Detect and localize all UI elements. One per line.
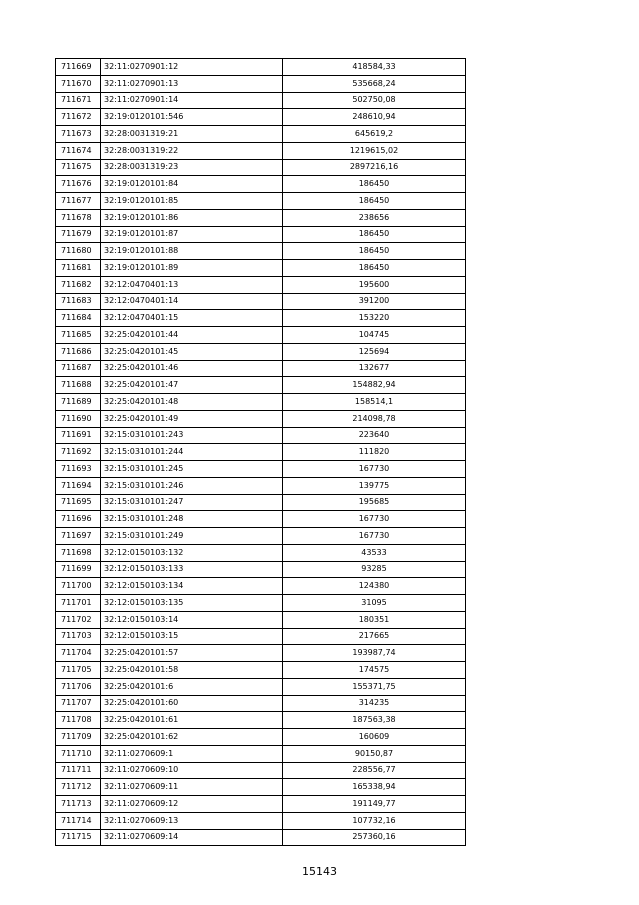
table-row — [56, 142, 466, 159]
row-id-cell: 711713 — [56, 796, 101, 813]
row-id-cell: 711692 — [56, 444, 101, 461]
row-id-cell: 711678 — [56, 209, 101, 226]
cadastral-number-cell: 32:25:0420101:61 — [101, 712, 283, 729]
cadastral-value-cell: 214098,78 — [283, 410, 466, 427]
row-id-cell: 711676 — [56, 176, 101, 193]
cadastral-number-cell: 32:25:0420101:46 — [101, 360, 283, 377]
table-row — [56, 611, 466, 628]
cadastral-value-cell: 191149,77 — [283, 796, 466, 813]
row-id-cell: 711690 — [56, 410, 101, 427]
cadastral-number-cell: 32:15:0310101:249 — [101, 528, 283, 545]
cadastral-number-cell: 32:11:0270901:13 — [101, 75, 283, 92]
table-row — [56, 461, 466, 478]
row-id-cell: 711688 — [56, 377, 101, 394]
cadastral-number-cell: 32:15:0310101:246 — [101, 477, 283, 494]
cadastral-value-cell: 223640 — [283, 427, 466, 444]
cadastral-value-cell: 314235 — [283, 695, 466, 712]
cadastral-value-cell: 2897216,16 — [283, 159, 466, 176]
cadastral-value-cell: 90150,87 — [283, 745, 466, 762]
cadastral-number-cell: 32:25:0420101:49 — [101, 410, 283, 427]
table-row — [56, 394, 466, 411]
table-row — [56, 126, 466, 143]
cadastral-number-cell: 32:15:0310101:248 — [101, 511, 283, 528]
table-row — [56, 444, 466, 461]
cadastral-value-cell: 165338,94 — [283, 779, 466, 796]
cadastral-value-cell: 248610,94 — [283, 109, 466, 126]
cadastral-value-cell: 238656 — [283, 209, 466, 226]
table-row — [56, 427, 466, 444]
row-id-cell: 711679 — [56, 226, 101, 243]
cadastral-number-cell: 32:28:0031319:21 — [101, 126, 283, 143]
row-id-cell: 711671 — [56, 92, 101, 109]
cadastral-value-cell: 1219615,02 — [283, 142, 466, 159]
table-row — [56, 293, 466, 310]
cadastral-value-cell: 257360,16 — [283, 829, 466, 846]
row-id-cell: 711686 — [56, 343, 101, 360]
cadastral-value-cell: 193987,74 — [283, 645, 466, 662]
table-row — [56, 528, 466, 545]
table-row — [56, 59, 466, 76]
row-id-cell: 711700 — [56, 578, 101, 595]
cadastral-value-cell: 186450 — [283, 193, 466, 210]
cadastral-number-cell: 32:28:0031319:23 — [101, 159, 283, 176]
row-id-cell: 711703 — [56, 628, 101, 645]
cadastral-number-cell: 32:11:0270609:14 — [101, 829, 283, 846]
cadastral-value-cell: 186450 — [283, 243, 466, 260]
table-row — [56, 745, 466, 762]
table-row — [56, 645, 466, 662]
table-row — [56, 678, 466, 695]
cadastral-number-cell: 32:19:0120101:84 — [101, 176, 283, 193]
cadastral-value-cell: 186450 — [283, 176, 466, 193]
cadastral-value-cell: 645619,2 — [283, 126, 466, 143]
cadastral-value-cell: 391200 — [283, 293, 466, 310]
table-row — [56, 243, 466, 260]
table-row — [56, 92, 466, 109]
table-row — [56, 544, 466, 561]
cadastral-value-cell: 174575 — [283, 662, 466, 679]
row-id-cell: 711685 — [56, 327, 101, 344]
table-row — [56, 310, 466, 327]
cadastral-value-cell: 186450 — [283, 260, 466, 277]
cadastral-number-cell: 32:25:0420101:60 — [101, 695, 283, 712]
row-id-cell: 711684 — [56, 310, 101, 327]
row-id-cell: 711706 — [56, 678, 101, 695]
cadastral-number-cell: 32:11:0270609:10 — [101, 762, 283, 779]
page-number: 15143 — [302, 865, 337, 878]
table-row — [56, 762, 466, 779]
row-id-cell: 711712 — [56, 779, 101, 796]
row-id-cell: 711699 — [56, 561, 101, 578]
table-row — [56, 779, 466, 796]
row-id-cell: 711681 — [56, 260, 101, 277]
cadastral-number-cell: 32:25:0420101:62 — [101, 729, 283, 746]
table-row — [56, 494, 466, 511]
cadastral-number-cell: 32:25:0420101:44 — [101, 327, 283, 344]
table-row — [56, 109, 466, 126]
cadastral-number-cell: 32:11:0270609:12 — [101, 796, 283, 813]
row-id-cell: 711683 — [56, 293, 101, 310]
cadastral-number-cell: 32:15:0310101:247 — [101, 494, 283, 511]
row-id-cell: 711674 — [56, 142, 101, 159]
table-row — [56, 410, 466, 427]
cadastral-number-cell: 32:11:0270609:13 — [101, 812, 283, 829]
row-id-cell: 711677 — [56, 193, 101, 210]
cadastral-number-cell: 32:15:0310101:243 — [101, 427, 283, 444]
cadastral-number-cell: 32:15:0310101:245 — [101, 461, 283, 478]
row-id-cell: 711680 — [56, 243, 101, 260]
cadastral-value-cell: 155371,75 — [283, 678, 466, 695]
cadastral-value-cell: 535668,24 — [283, 75, 466, 92]
cadastral-number-cell: 32:25:0420101:45 — [101, 343, 283, 360]
row-id-cell: 711710 — [56, 745, 101, 762]
row-id-cell: 711704 — [56, 645, 101, 662]
cadastral-value-cell: 43533 — [283, 544, 466, 561]
cadastral-value-cell: 228556,77 — [283, 762, 466, 779]
table-body — [56, 59, 466, 846]
row-id-cell: 711670 — [56, 75, 101, 92]
row-id-cell: 711675 — [56, 159, 101, 176]
cadastral-number-cell: 32:25:0420101:48 — [101, 394, 283, 411]
table-row — [56, 276, 466, 293]
row-id-cell: 711672 — [56, 109, 101, 126]
cadastral-value-cell: 154882,94 — [283, 377, 466, 394]
row-id-cell: 711696 — [56, 511, 101, 528]
cadastral-number-cell: 32:12:0150103:133 — [101, 561, 283, 578]
cadastral-number-cell: 32:12:0470401:13 — [101, 276, 283, 293]
table-row — [56, 209, 466, 226]
row-id-cell: 711715 — [56, 829, 101, 846]
cadastral-number-cell: 32:11:0270901:12 — [101, 59, 283, 76]
cadastral-value-cell: 180351 — [283, 611, 466, 628]
table-row — [56, 695, 466, 712]
row-id-cell: 711714 — [56, 812, 101, 829]
cadastral-number-cell: 32:11:0270609:11 — [101, 779, 283, 796]
cadastral-number-cell: 32:19:0120101:89 — [101, 260, 283, 277]
cadastral-number-cell: 32:19:0120101:88 — [101, 243, 283, 260]
table-row — [56, 829, 466, 846]
cadastral-value-cell: 195600 — [283, 276, 466, 293]
row-id-cell: 711687 — [56, 360, 101, 377]
cadastral-value-table — [55, 58, 466, 846]
cadastral-value-cell: 104745 — [283, 327, 466, 344]
cadastral-number-cell: 32:12:0150103:135 — [101, 595, 283, 612]
cadastral-value-cell: 139775 — [283, 477, 466, 494]
cadastral-number-cell: 32:12:0470401:14 — [101, 293, 283, 310]
table-row — [56, 561, 466, 578]
cadastral-number-cell: 32:11:0270901:14 — [101, 92, 283, 109]
cadastral-number-cell: 32:19:0120101:86 — [101, 209, 283, 226]
cadastral-value-cell: 153220 — [283, 310, 466, 327]
row-id-cell: 711705 — [56, 662, 101, 679]
row-id-cell: 711711 — [56, 762, 101, 779]
table-row — [56, 796, 466, 813]
cadastral-value-cell: 186450 — [283, 226, 466, 243]
row-id-cell: 711698 — [56, 544, 101, 561]
table-row — [56, 75, 466, 92]
cadastral-number-cell: 32:12:0150103:15 — [101, 628, 283, 645]
table-row — [56, 226, 466, 243]
row-id-cell: 711673 — [56, 126, 101, 143]
cadastral-value-cell: 160609 — [283, 729, 466, 746]
table-row — [56, 377, 466, 394]
table-row — [56, 578, 466, 595]
row-id-cell: 711669 — [56, 59, 101, 76]
row-id-cell: 711697 — [56, 528, 101, 545]
cadastral-value-cell: 132677 — [283, 360, 466, 377]
table-row — [56, 812, 466, 829]
cadastral-value-cell: 31095 — [283, 595, 466, 612]
row-id-cell: 711691 — [56, 427, 101, 444]
cadastral-value-cell: 217665 — [283, 628, 466, 645]
row-id-cell: 711682 — [56, 276, 101, 293]
row-id-cell: 711695 — [56, 494, 101, 511]
cadastral-number-cell: 32:19:0120101:546 — [101, 109, 283, 126]
table-row — [56, 712, 466, 729]
cadastral-number-cell: 32:19:0120101:85 — [101, 193, 283, 210]
table-row — [56, 327, 466, 344]
cadastral-value-cell: 158514,1 — [283, 394, 466, 411]
cadastral-number-cell: 32:25:0420101:57 — [101, 645, 283, 662]
cadastral-number-cell: 32:25:0420101:47 — [101, 377, 283, 394]
row-id-cell: 711702 — [56, 611, 101, 628]
row-id-cell: 711701 — [56, 595, 101, 612]
cadastral-value-cell: 187563,38 — [283, 712, 466, 729]
table-row — [56, 628, 466, 645]
table-row — [56, 477, 466, 494]
cadastral-value-cell: 107732,16 — [283, 812, 466, 829]
cadastral-number-cell: 32:25:0420101:58 — [101, 662, 283, 679]
table-row — [56, 260, 466, 277]
cadastral-value-cell: 124380 — [283, 578, 466, 595]
cadastral-value-cell: 93285 — [283, 561, 466, 578]
cadastral-number-cell: 32:12:0470401:15 — [101, 310, 283, 327]
table-row — [56, 595, 466, 612]
cadastral-number-cell: 32:19:0120101:87 — [101, 226, 283, 243]
row-id-cell: 711707 — [56, 695, 101, 712]
cadastral-value-cell: 502750,08 — [283, 92, 466, 109]
row-id-cell: 711709 — [56, 729, 101, 746]
cadastral-value-cell: 167730 — [283, 528, 466, 545]
cadastral-number-cell: 32:12:0150103:14 — [101, 611, 283, 628]
cadastral-value-cell: 125694 — [283, 343, 466, 360]
cadastral-value-cell: 195685 — [283, 494, 466, 511]
table-row — [56, 729, 466, 746]
cadastral-number-cell: 32:15:0310101:244 — [101, 444, 283, 461]
row-id-cell: 711694 — [56, 477, 101, 494]
table-row — [56, 360, 466, 377]
cadastral-value-cell: 167730 — [283, 461, 466, 478]
cadastral-number-cell: 32:28:0031319:22 — [101, 142, 283, 159]
row-id-cell: 711693 — [56, 461, 101, 478]
cadastral-value-cell: 418584,33 — [283, 59, 466, 76]
table-row — [56, 176, 466, 193]
cadastral-number-cell: 32:12:0150103:134 — [101, 578, 283, 595]
table-row — [56, 193, 466, 210]
row-id-cell: 711708 — [56, 712, 101, 729]
row-id-cell: 711689 — [56, 394, 101, 411]
table-row — [56, 159, 466, 176]
table-row — [56, 662, 466, 679]
table-row — [56, 511, 466, 528]
cadastral-number-cell: 32:12:0150103:132 — [101, 544, 283, 561]
cadastral-value-cell: 167730 — [283, 511, 466, 528]
table-row — [56, 343, 466, 360]
cadastral-number-cell: 32:11:0270609:1 — [101, 745, 283, 762]
cadastral-number-cell: 32:25:0420101:6 — [101, 678, 283, 695]
cadastral-value-cell: 111820 — [283, 444, 466, 461]
